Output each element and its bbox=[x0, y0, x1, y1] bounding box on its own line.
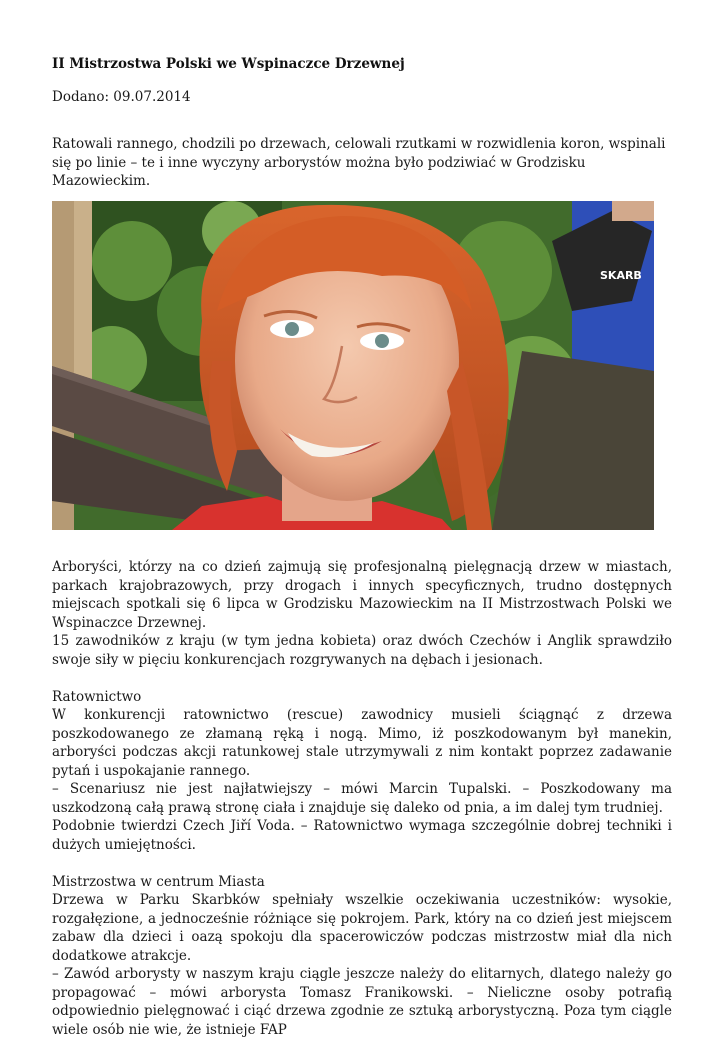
section-heading: Ratownictwo bbox=[52, 688, 142, 705]
publish-date: Dodano: 09.07.2014 bbox=[52, 89, 191, 105]
paragraph: Podobnie twierdzi Czech Jiří Voda. – Ratownictwo wymaga szczególnie dobrej techniki i dużych umiejętności. bbox=[52, 818, 672, 853]
paragraph: Arboryści, którzy na co dzień zajmują się profesjonalną pielęgnacją drzew w miastach, parkach krajobrazowych, przy drogach i innych specyficznych, trudno dostępnych miejscach spotkali się 6 lipca w Grodzisku Mazowieckim na II Mistrzostwach Polski we Wspinaczce Drzewnej. bbox=[52, 559, 672, 631]
article-lead: Ratowali rannego, chodzili po drzewach, celowali rzutkami w rozwidlenia koron, wspinali się po linie – te i inne wyczyny arborystów można było podziwiać w Grodzisku Mazowieckim. bbox=[52, 136, 666, 189]
article-body bbox=[52, 558, 672, 1039]
section-heading: Mistrzostwa w centrum Miasta bbox=[52, 873, 265, 890]
paragraph: W konkurencji ratownictwo (rescue) zawodnicy musieli ściągnąć z drzewa poszkodowanego ze złamaną ręką i nogą. Mimo, iż poszkodowanym był manekin, arboryści podczas akcji ratunkowej stale utrzymywali z nim kontakt poprzez zadawanie pytań i uspokajanie rannego. bbox=[52, 707, 672, 779]
article-photo bbox=[52, 201, 654, 530]
paragraph: 15 zawodników z kraju (w tym jedna kobieta) oraz dwóch Czechów i Anglik sprawdziło swoje siły w pięciu konkurencjach rozgrywanych na dębach i jesionach. bbox=[52, 633, 672, 668]
article-title: II Mistrzostwa Polski we Wspinaczce Drzewnej bbox=[52, 56, 405, 72]
paragraph: – Scenariusz nie jest najłatwiejszy – mówi Marcin Tupalski. – Poszkodowany ma uszkodzoną całą prawą stronę ciała i znajduje się daleko od pnia, a im dalej tym trudniej. bbox=[52, 781, 672, 816]
paragraph: – Zawód arborysty w naszym kraju ciągle jeszcze należy do elitarnych, dlatego należy go propagować – mówi arborysta Tomasz Franikowski. – Nieliczne osoby potrafią odpowiednio pielęgnować i ciąć drzewa zgodnie ze sztuką arborystyczną. Poza tym ciągle wiele osób nie wie, że istnieje FAP bbox=[52, 966, 672, 1038]
paragraph: Drzewa w Parku Skarbków spełniały wszelkie oczekiwania uczestników: wysokie, rozgałęzione, a jednocześnie różniące się pokrojem. Park, który na co dzień jest miejscem zabaw dla dzieci i oazą spokoju dla spacerowiczów podczas mistrzostw miał dla nich dodatkowe atrakcje. bbox=[52, 892, 672, 964]
shirt-text: SKARB bbox=[600, 269, 642, 282]
